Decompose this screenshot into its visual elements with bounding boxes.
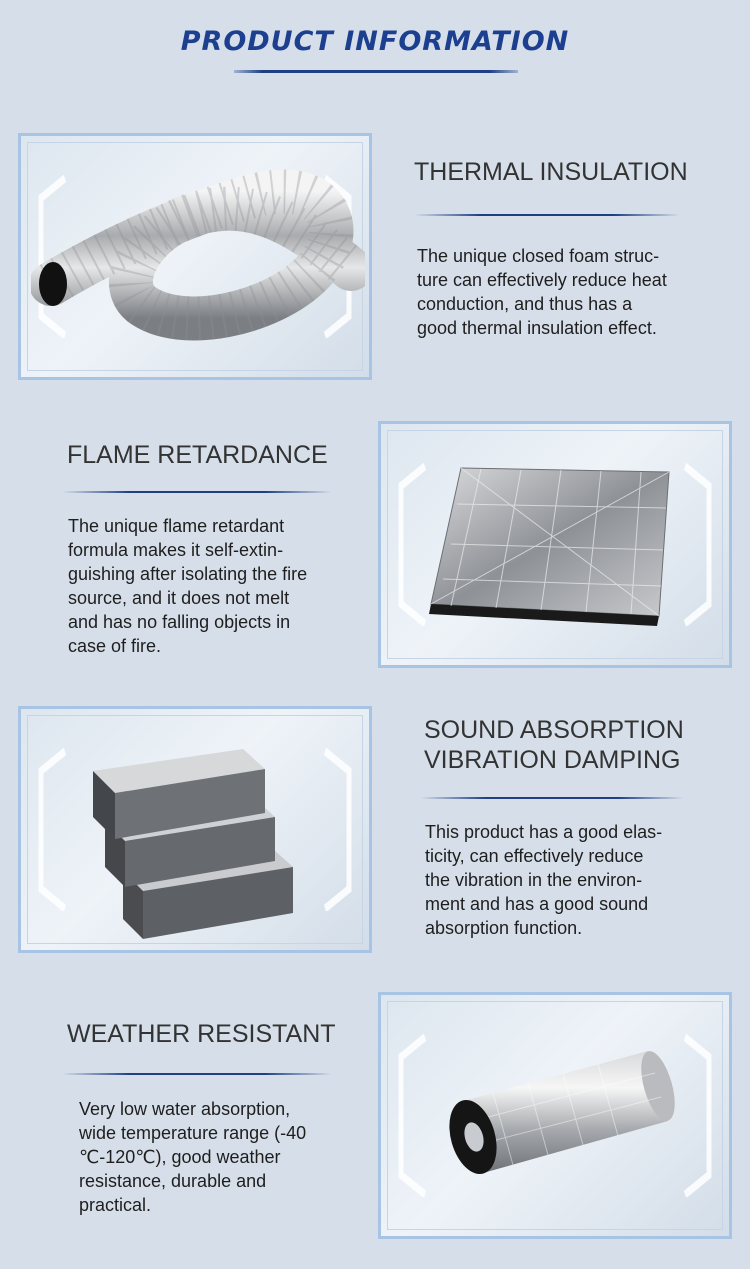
right-bracket-icon [323,748,353,912]
description-line: ture can effectively reduce heat [417,270,667,290]
section-heading-line: WEATHER RESISTANT [67,1020,336,1048]
foil-tube-image [433,1041,683,1191]
description-line: and has no falling objects in [68,612,291,632]
description-line: source, and it does not melt [68,588,290,608]
description-line: resistance, durable and [79,1171,267,1191]
description-line: ment and has a good sound [425,894,649,914]
section-description [417,244,667,340]
description-line: Very low water absorption, [79,1099,291,1119]
foil-sheet-image [421,454,691,644]
description-line: good thermal insulation effect. [417,318,657,338]
left-bracket-icon [397,1034,427,1198]
section-heading-line: FLAME RETARDANCE [67,441,328,469]
section-divider [420,797,684,799]
description-line: absorption function. [425,918,583,938]
section-heading-line: THERMAL INSULATION [414,158,688,186]
foil-hose-image [31,154,365,364]
description-line: conduction, and thus has a [417,294,633,314]
right-bracket-icon [683,1034,713,1198]
description-line: case of fire. [68,636,162,656]
weather-resistant-image-panel [378,992,732,1239]
section-heading [414,157,688,187]
description-line: practical. [79,1195,152,1215]
description-line: The unique closed foam struc- [417,246,660,266]
left-bracket-icon [37,748,67,912]
section-heading [67,1019,336,1049]
sound-absorption-image-panel [18,706,372,953]
thermal-insulation-image-panel [18,133,372,380]
description-line: ℃-120℃), good weather [79,1147,281,1167]
description-line: formula makes it self-extin- [68,540,284,560]
section-description [79,1097,306,1217]
description-line: ticity, can effectively reduce [425,846,644,866]
section-heading-line: VIBRATION DAMPING [424,746,681,774]
section-heading [67,440,328,470]
description-line: wide temperature range (-40 [79,1123,307,1143]
description-line: The unique flame retardant [68,516,285,536]
description-line: This product has a good elas- [425,822,663,842]
description-line: the vibration in the environ- [425,870,643,890]
section-heading-line: SOUND ABSORPTION [424,716,684,744]
section-divider [62,491,332,493]
flame-retardance-image-panel [378,421,732,668]
section-description [68,514,307,658]
section-divider [414,214,680,216]
title-underline [234,70,518,73]
description-line: guishing after isolating the fire [68,564,308,584]
section-description [425,820,662,940]
page-title: PRODUCT INFORMATION [180,26,570,57]
foam-board-stack-image [83,729,303,941]
section-divider [62,1073,332,1075]
section-heading [424,715,684,775]
